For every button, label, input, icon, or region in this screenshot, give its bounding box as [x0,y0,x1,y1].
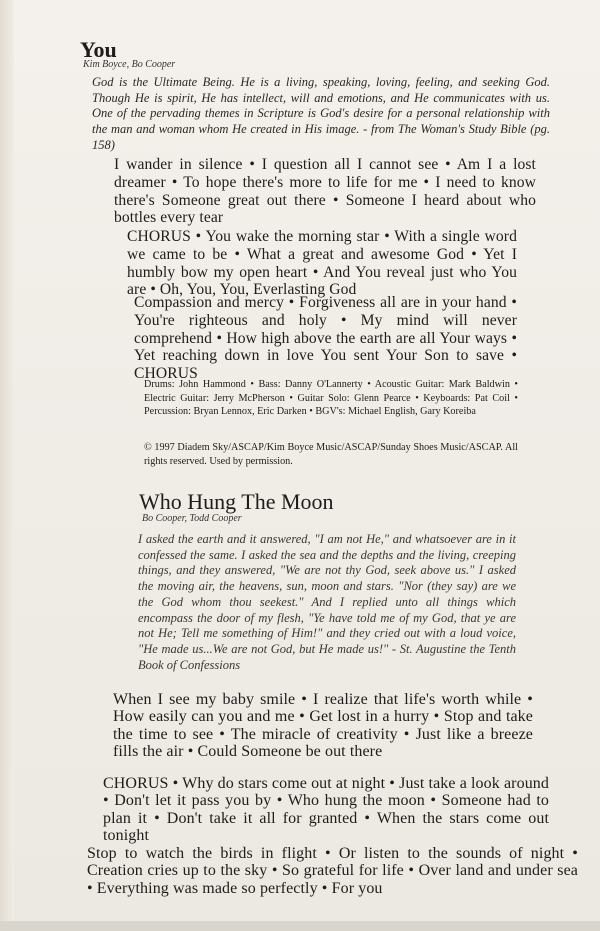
epigraph-quote: God is the Ultimate Being. He is a living, speaking, loving, feeling, and seeking God. Though He is spirit, He has intellect, will and emotions, and He communicates with us. One of the pervading themes in Scripture is God's desire for a personal relationship with the man and woman whom He created in His image. - from The Woman's Study Bible (pg. 158) [92,75,550,152]
song-title: Who Hung The Moon [139,489,334,514]
songwriter-credit: Kim Boyce, Bo Cooper [83,59,176,70]
lyrics-chorus: CHORUS • You wake the morning star • With a single word we came to be • What a great and awesome God • Yet I humbly bow my open heart • And You reveal just who You are • Oh, You, You, Everlasting God [127,228,517,299]
copyright-notice: © 1997 Diadem Sky/ASCAP/Kim Boyce Music/ASCAP/Sunday Shoes Music/ASCAP. All rights reserved. Used by permission. [144,442,518,467]
song-title: You [80,37,117,62]
lyrics-verse: Stop to watch the birds in flight • Or listen to the sounds of night • Creation cries up to the sky • So grateful for life • Over land and under sea • Everything was made so perfectly • For you [87,845,578,897]
lyrics-verse: Compassion and mercy • Forgiveness all are in your hand • You're righteous and holy • My mind will never comprehend • How high above the earth are all Your ways • Yet reaching down in love You sent Your Son to save • CHORUS [134,294,517,383]
musician-credits: Drums: John Hammond • Bass: Danny O'Lannerty • Acoustic Guitar: Mark Baldwin • Electric Guitar: Jerry McPherson • Guitar Solo: Glenn Pearce • Keyboards: Pat Coil • Percussion: Bryan Lennox, Eric Darken • BGV's: Michael English, Gary Koreiba [144,379,518,417]
paper-left-edge [0,0,14,931]
epigraph-quote: I asked the earth and it answered, "I am not He," and whatsoever are in it confessed the same. I asked the sea and the depths and the living, creeping things, and they answered, "We are not thy God, seek above us." I asked the moving air, the heavens, sun, moon and stars. "Nor (they say) are we the God whom thou seekest." And I replied unto all things which encompass the door of my flesh, "Ye have told me of my God, that ye are not He; Tell me something of Him!" and they cried out with a loud voice, "He made us...We are not God, but He made us!" - St. Augustine the Tenth Book of Confessions [138,532,516,672]
lyrics-verse: I wander in silence • I question all I cannot see • Am I a lost dreamer • To hope there's more to life for me • I need to know there's Someone great out there • Someone I heard about who bottles every tear [114,156,536,227]
songwriter-credit: Bo Cooper, Todd Cooper [142,513,242,524]
lyrics-chorus: CHORUS • Why do stars come out at night • Just take a look around • Don't let it pass you by • Who hung the moon • Someone had to plan it • Don't take it all for granted • When the stars come out tonight [103,775,549,844]
lyrics-verse: When I see my baby smile • I realize that life's worth while • How easily can you and me • Get lost in a hurry • Stop and take the time to see • The miracle of creativity • Just like a breeze fills the air • Could Someone be out there [113,691,533,760]
paper-bottom-edge [0,921,600,931]
